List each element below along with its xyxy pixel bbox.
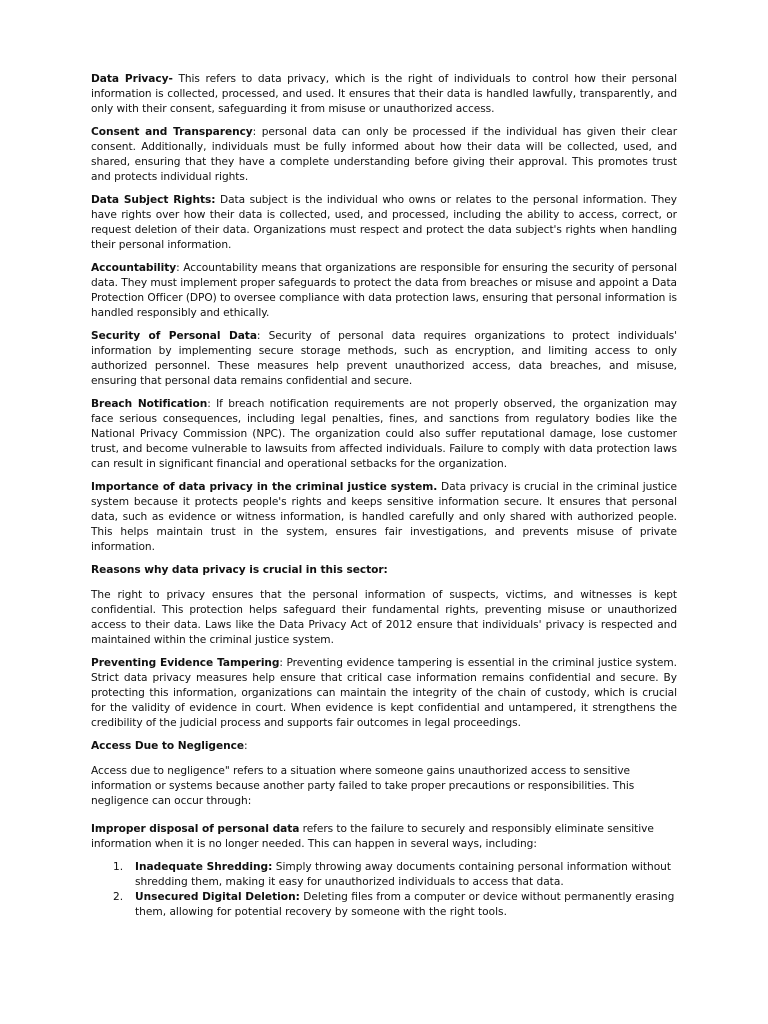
term-data-subject-rights: Data Subject Rights: bbox=[91, 194, 216, 206]
paragraph-consent-transparency bbox=[91, 125, 677, 185]
disposal-methods-list bbox=[91, 860, 677, 920]
paragraph-evidence-tampering bbox=[91, 656, 677, 731]
reasons-heading-text: Reasons why data privacy is crucial in this sector: bbox=[91, 564, 388, 576]
text-improper-disposal: refers to the failure to securely and responsibly eliminate sensitive information when it is no longer needed. This can happen in several ways, including: bbox=[91, 823, 654, 850]
term-evidence-tampering: Preventing Evidence Tampering bbox=[91, 657, 280, 669]
text-data-privacy: This refers to data privacy, which is the right of individuals to control how their personal information is collected, processed, and used. It ensures that their data is handled lawfully, transparently, and only with their consent, safeguarding it from misuse or unauthorized access. bbox=[91, 73, 677, 115]
list-item-number: 1. bbox=[113, 861, 124, 873]
text-breach-notification: : If breach notification requirements are not properly observed, the organization may face serious consequences, including legal penalties, fines, and sanctions from regulatory bodies like the National Privacy Commission (NPC). The organization could also suffer reputational damage, lose customer trust, and become vulnerable to lawsuits from affected individuals. Failure to comply with data protection laws can result in significant financial and operational setbacks for the organization. bbox=[91, 398, 677, 470]
paragraph-access-negligence: Access due to negligence" refers to a situation where someone gains unauthorized access to sensitive information or systems because another party failed to take proper precautions or responsibilities. This negligence can occur through: bbox=[91, 765, 635, 807]
list-item bbox=[113, 860, 677, 890]
term-accountability: Accountability bbox=[91, 262, 177, 274]
text-security-personal-data: : Security of personal data requires organizations to protect individuals' information by implementing secure storage methods, such as encryption, and limiting access to only authorized personnel. These measures help prevent unauthorized access, data breaches, and misuse, ensuring that personal data remains confidential and secure. bbox=[91, 330, 677, 387]
reasons-heading bbox=[91, 563, 677, 578]
list-item-number: 2. bbox=[113, 891, 124, 903]
term-data-privacy: Data Privacy- bbox=[91, 73, 173, 85]
section-spacer bbox=[91, 812, 677, 822]
text-importance-criminal-justice: Data privacy is crucial in the criminal justice system because it protects people's rights and keeps sensitive information secure. It ensures that personal data, such as evidence or witness information, is handled carefully and only shared with authorized people. This helps maintain trust in the system, ensures fair investigations, and prevents misuse of private information. bbox=[91, 481, 677, 553]
term-breach-notification: Breach Notification bbox=[91, 398, 208, 410]
list-item-term: Inadequate Shredding: bbox=[135, 861, 273, 873]
term-improper-disposal: Improper disposal of personal data bbox=[91, 823, 300, 835]
term-consent-transparency: Consent and Transparency bbox=[91, 126, 253, 138]
negligence-heading bbox=[91, 739, 677, 754]
paragraph-accountability bbox=[91, 261, 677, 321]
list-item bbox=[113, 890, 677, 920]
paragraph-right-to-privacy: The right to privacy ensures that the personal information of suspects, victims, and witnesses is kept confidential. This protection helps safeguard their fundamental rights, preventing misuse or unauthorized access to their data. Laws like the Data Privacy Act of 2012 ensure that individuals' privacy is respected and maintained within the criminal justice system. bbox=[91, 589, 677, 646]
list-item-text: Simply throwing away documents containing personal information without shredding them, making it easy for unauthorized individuals to access that data. bbox=[135, 861, 672, 888]
list-item-text: Deleting files from a computer or device without permanently erasing them, allowing for potential recovery by someone with the right tools. bbox=[135, 891, 675, 918]
negligence-heading-text: Access Due to Negligence bbox=[91, 740, 244, 752]
paragraph-data-privacy bbox=[91, 72, 677, 117]
paragraph-improper-disposal bbox=[91, 822, 677, 852]
paragraph-security-personal-data bbox=[91, 329, 677, 389]
paragraph-importance-criminal-justice bbox=[91, 480, 677, 555]
text-consent-transparency: : personal data can only be processed if the individual has given their clear consent. Additionally, individuals must be fully informed about how their data will be collected, used, and shared, ensuring that they have a complete understanding before giving their approval. This promotes trust and protects individual rights. bbox=[91, 126, 678, 183]
term-importance-criminal-justice: Importance of data privacy in the criminal justice system. bbox=[91, 481, 438, 493]
paragraph-data-subject-rights bbox=[91, 193, 677, 253]
term-security-personal-data: Security of Personal Data bbox=[91, 330, 257, 342]
list-item-term: Unsecured Digital Deletion: bbox=[135, 891, 300, 903]
text-accountability: : Accountability means that organizations are responsible for ensuring the security of personal data. They must implement proper safeguards to protect the data from breaches or misuse and appoint a Data Protection Officer (DPO) to oversee compliance with data protection laws, ensuring that personal information is handled responsibly and ethically. bbox=[91, 262, 677, 319]
negligence-heading-colon: : bbox=[243, 740, 248, 752]
paragraph-breach-notification bbox=[91, 397, 677, 472]
text-data-subject-rights: Data subject is the individual who owns or relates to the personal information. They have rights over how their data is collected, used, and processed, including the ability to access, correct, or request deletion of their data. Organizations must respect and protect the data subject's rights when handling their personal information. bbox=[91, 194, 677, 251]
text-evidence-tampering: : Preventing evidence tampering is essential in the criminal justice system. Strict data privacy measures help ensure that critical case information remains confidential and secure. By protecting this information, organizations can maintain the integrity of the chain of custody, which is crucial for the validity of evidence in court. When evidence is kept confidential and untampered, it strengthens the credibility of the judicial process and supports fair outcomes in legal proceedings. bbox=[91, 657, 677, 729]
